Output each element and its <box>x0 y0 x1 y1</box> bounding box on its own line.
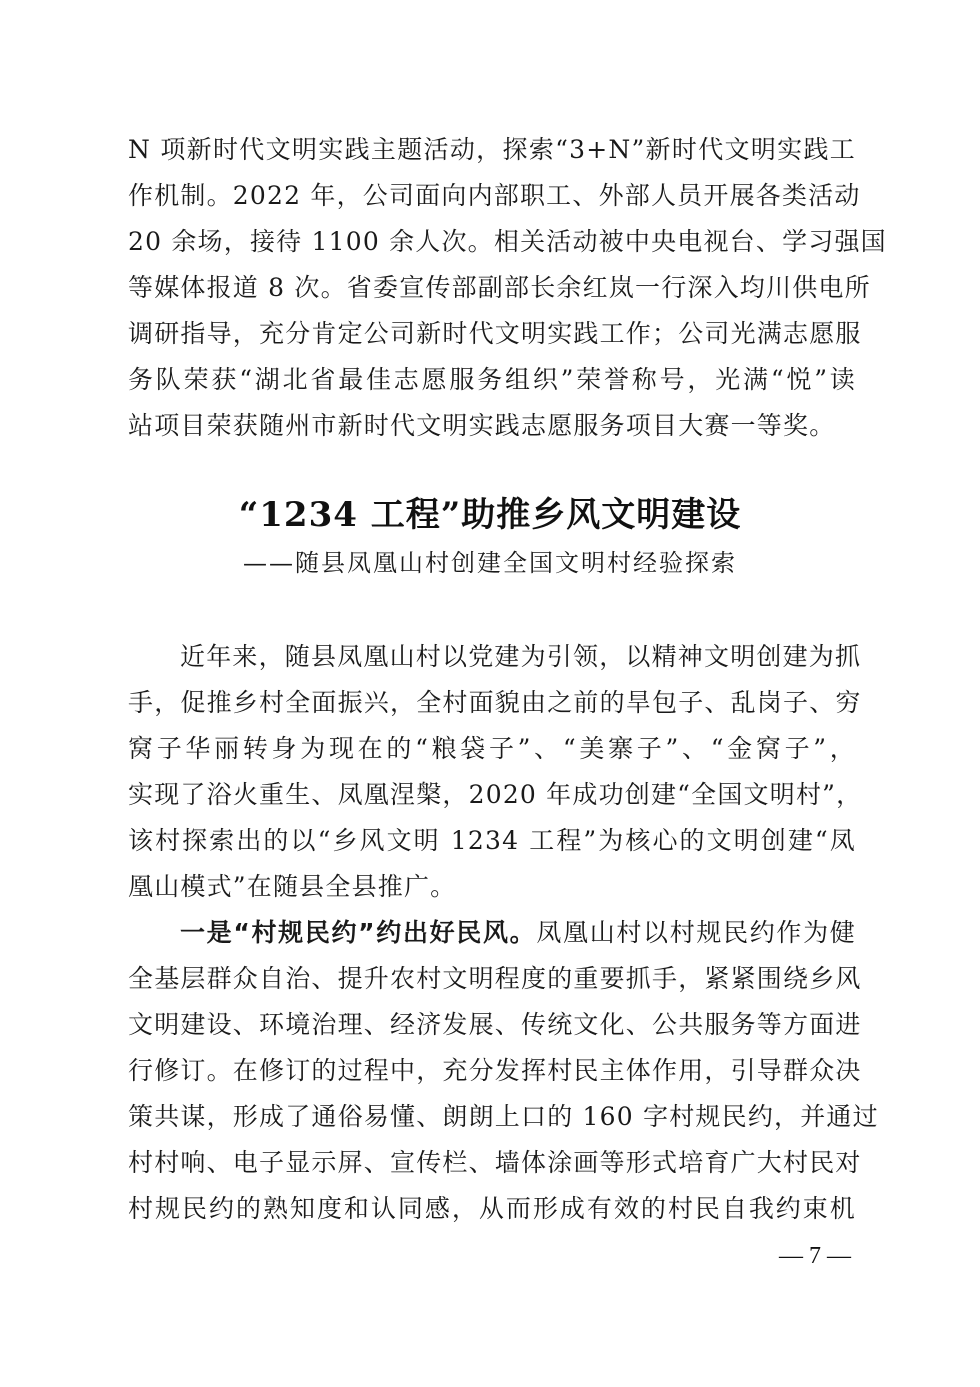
section1-line: 村规民约的熟知度和认同感，从而形成有效的村民自我约束机 <box>128 1194 856 1223</box>
section1-line: 文明建设、环境治理、经济发展、传统文化、公共服务等方面进 <box>128 1010 862 1039</box>
article-title: “1234 工程”助推乡风文明建设 <box>238 495 742 535</box>
intro-line: 实现了浴火重生、凤凰涅槃，2020 年成功创建“全国文明村”， <box>128 780 863 809</box>
article-subtitle: ——随县凤凰山村创建全国文明村经验探索 <box>243 549 737 577</box>
intro-line: 窝子华丽转身为现在的“粮袋子”、“美寨子”、“金窝子”， <box>128 734 856 763</box>
paragraph-line: 务队荣获“湖北省最佳志愿服务组织”荣誉称号，光满“悦”读 <box>128 365 856 394</box>
page-number: — 7 — <box>779 1243 851 1269</box>
section1-first-line <box>180 913 856 953</box>
section1-line: 村村响、电子显示屏、宣传栏、墙体涂画等形式培育广大村民对 <box>128 1148 862 1177</box>
intro-line: 该村探索出的以“乡风文明 1234 工程”为核心的文明创建“凤 <box>128 826 856 855</box>
intro-line: 手，促推乡村全面振兴，全村面貌由之前的旱包子、乱岗子、穷 <box>128 688 862 717</box>
paragraph-line: 调研指导，充分肯定公司新时代文明实践工作；公司光满志愿服 <box>128 319 862 348</box>
intro-line: 凰山模式”在随县全县推广。 <box>128 872 457 901</box>
paragraph-line: N 项新时代文明实践主题活动，探索“3+N”新时代文明实践工 <box>128 135 856 164</box>
intro-line: 近年来，随县凤凰山村以党建为引领，以精神文明创建为抓 <box>180 642 862 671</box>
section1-line: 策共谋，形成了通俗易懂、朗朗上口的 160 字村规民约，并通过 <box>128 1102 879 1131</box>
section1-line: 行修订。在修订的过程中，充分发挥村民主体作用，引导群众决 <box>128 1056 862 1085</box>
paragraph-line: 等媒体报道 8 次。省委宣传部副部长余红岚一行深入均川供电所 <box>128 273 871 302</box>
paragraph-line: 站项目荣获随州市新时代文明实践志愿服务项目大赛一等奖。 <box>128 411 836 440</box>
paragraph-line: 20 余场，接待 1100 余人次。相关活动被中央电视台、学习强国 <box>128 227 887 256</box>
paragraph-line: 作机制。2022 年，公司面向内部职工、外部人员开展各类活动 <box>128 181 861 210</box>
section1-heading: 一是“村规民约”约出好民风。 <box>180 918 537 947</box>
section1-first-line-text: 凤凰山村以村规民约作为健 <box>536 918 856 947</box>
section1-line: 全基层群众自治、提升农村文明程度的重要抓手，紧紧围绕乡风 <box>128 964 862 993</box>
